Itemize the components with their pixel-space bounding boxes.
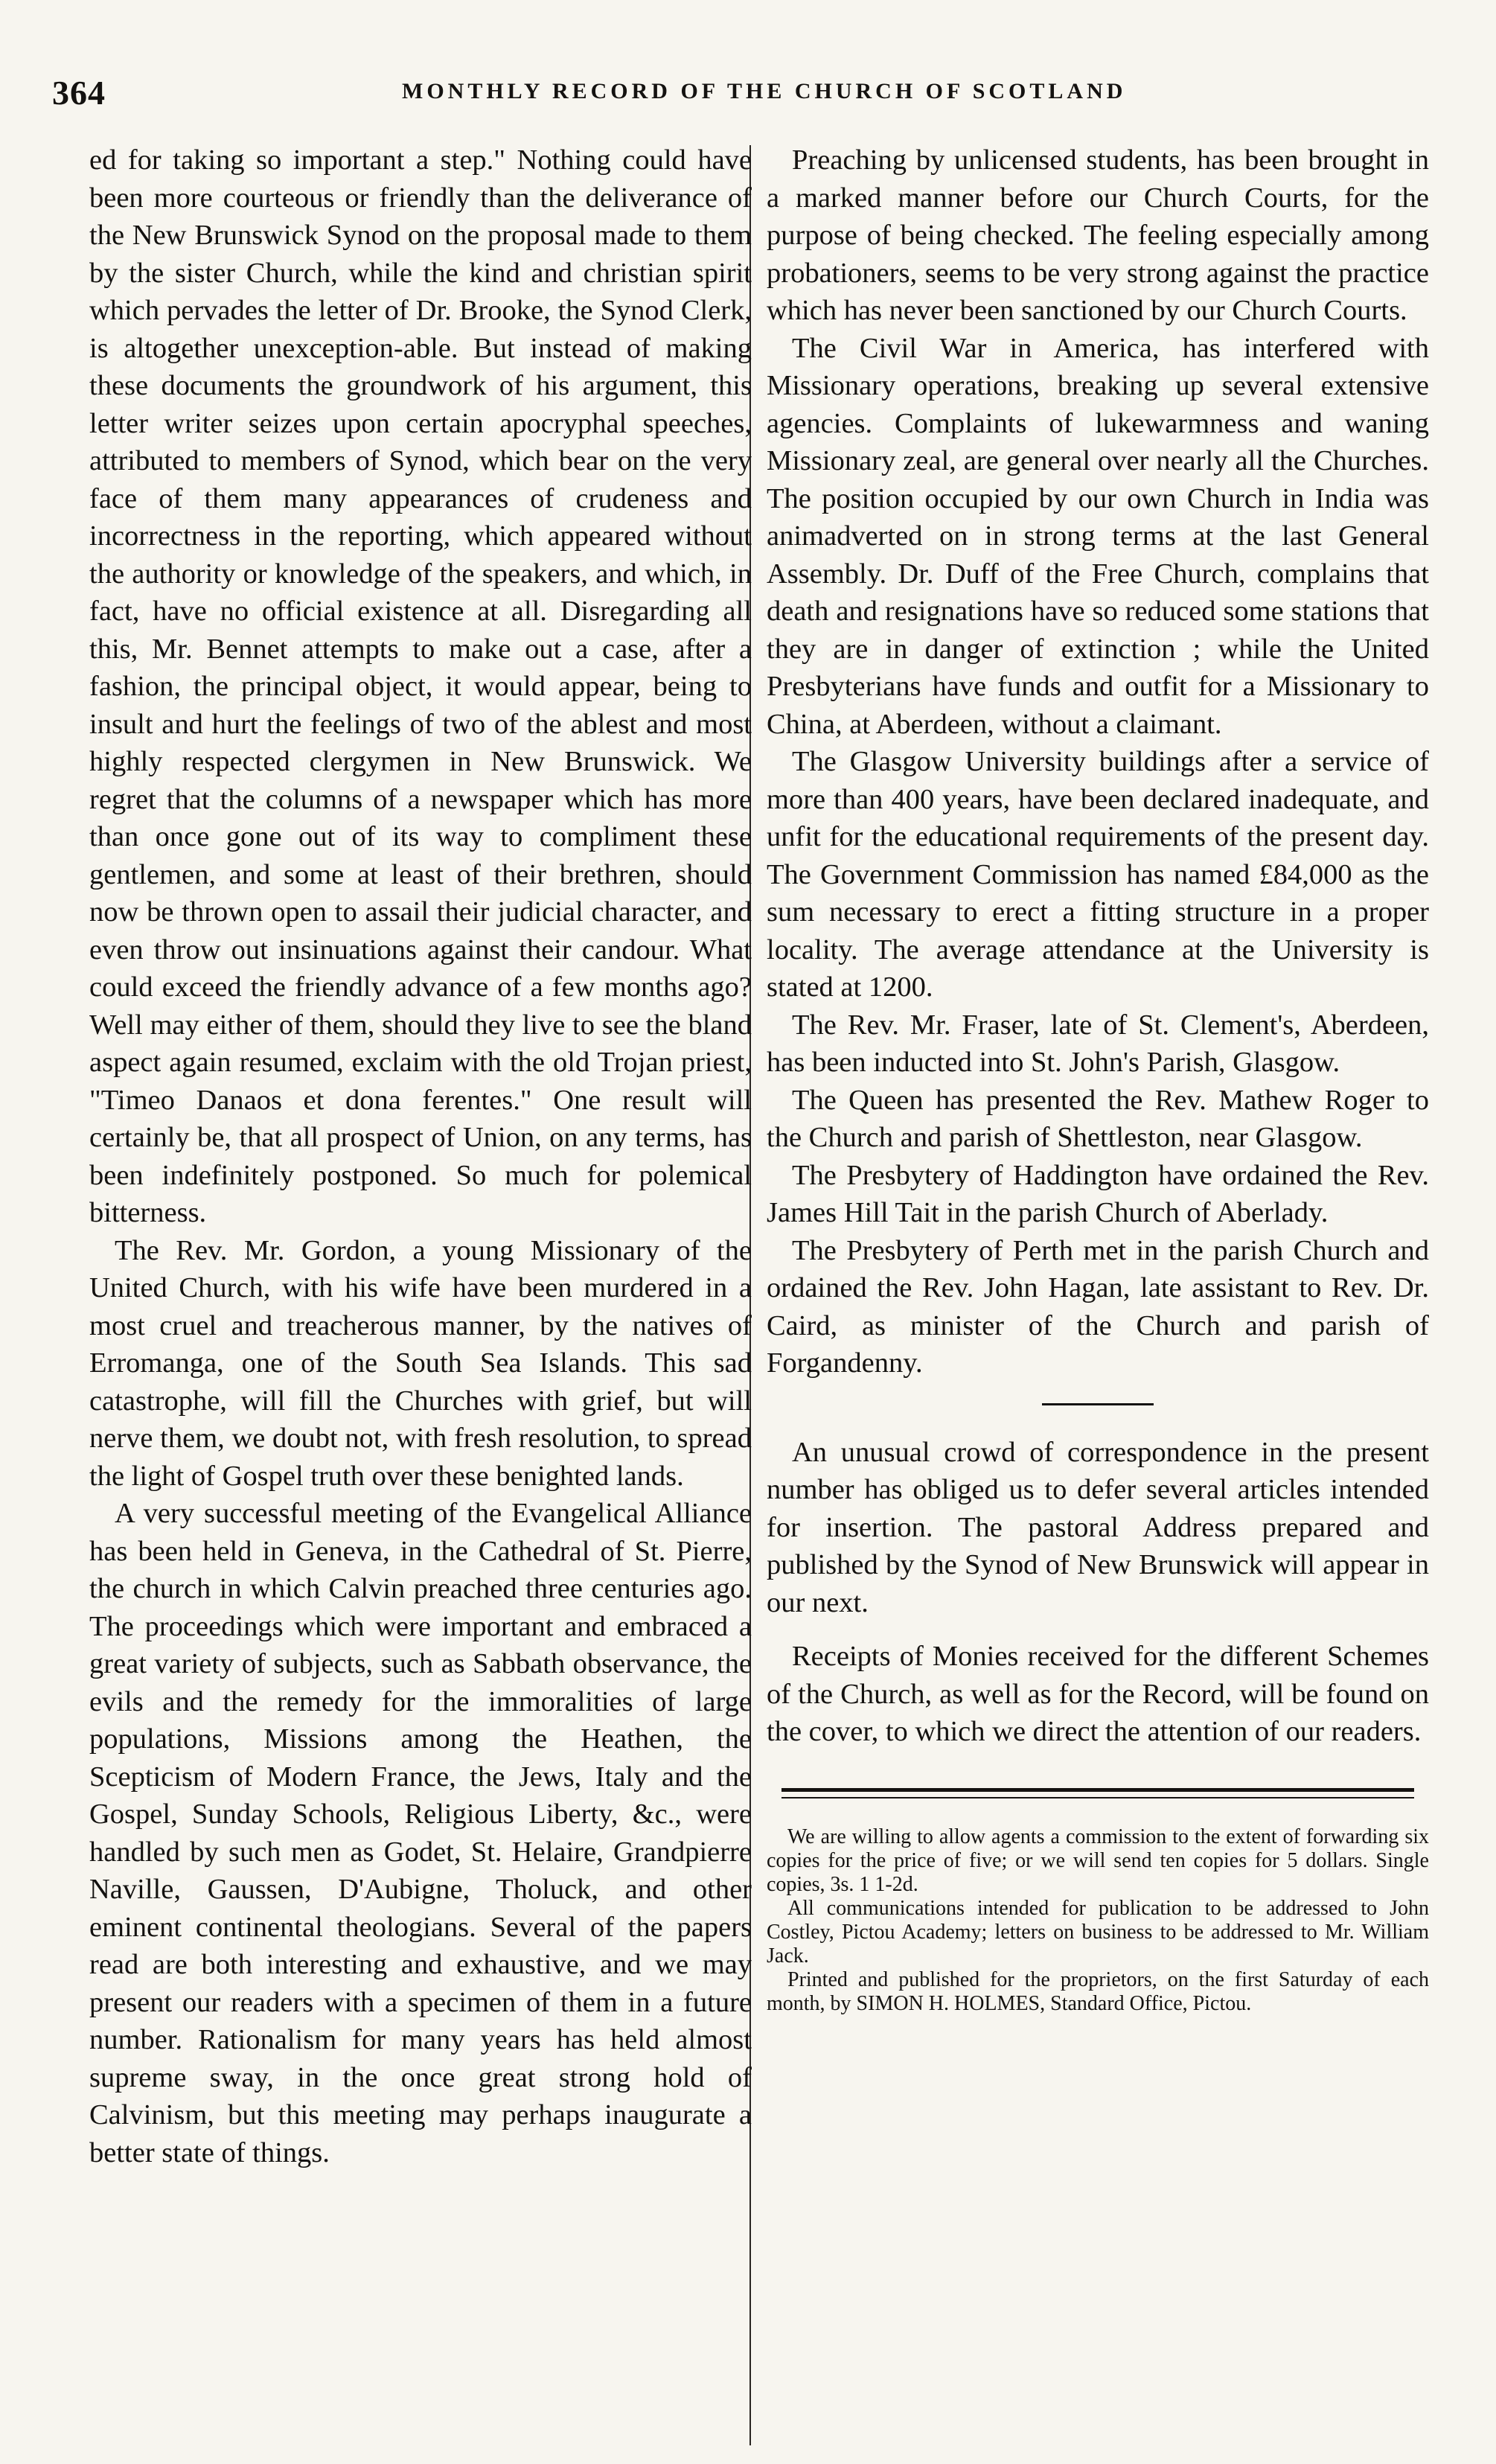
article-paragraph-evangelical-alliance: A very successful meeting of the Evangelical Alliance has been held in Geneva, in the Cathedral of St. Pierre, the church in which Calvin preached three centuries ago. The proceedings which were important and embraced a great variety of subjects, such as Sabbath observance, the evils and the remedy for the immoralities of large populations, Missions among the Heathen, the Scepticism of Modern France, the Jews, Italy and the Gospel, Sunday Schools, Religious Liberty, &c., were handled by such men as Godet, St. Helaire, Grandpierre Naville, Gaussen, D'Aubigne, Tholuck, and other eminent continental theologians. Several of the papers read are both interesting and exhaustive, and we may present our readers with a specimen of them in a future number. Rationalism for many years has held almost supreme sway, in the once great strong hold of Calvinism, but this meeting may perhaps inaugurate a better state of things.	[89, 1498, 752, 2168]
article-paragraph-unlicensed-preaching: Preaching by unlicensed students, has been brought in a marked manner before our Church Courts, for the purpose of being checked. The feeling especially among probationers, seems to be very strong against the practice which has never been sanctioned by our Church Courts.	[767, 144, 1429, 326]
article-paragraph-gordon-murder: The Rev. Mr. Gordon, a young Missionary of the United Church, with his wife have been murdered in a most cruel and treacherous manner, by the natives of Erromanga, one of the South Sea Islands. This sad catastrophe, will fill the Churches with grief, but will nerve them, we doubt not, with fresh resolution, to spread the light of Gospel truth over these benighted lands.	[89, 1234, 752, 1492]
double-rule-divider	[781, 1788, 1414, 1798]
left-column	[89, 141, 752, 2171]
terms-imprint: Printed and published for the proprietors, on the first Saturday of each month, by SIMON H. HOLMES, Standard Office, Pictou.	[767, 1967, 1429, 2015]
article-paragraph-roger-presentation: The Queen has presented the Rev. Mathew Roger to the Church and parish of Shettleston, near Glasgow.	[767, 1084, 1429, 1153]
article-paragraph-fraser-induction: The Rev. Mr. Fraser, late of St. Clement's, Aberdeen, has been inducted into St. John's Parish, Glasgow.	[767, 1009, 1429, 1078]
article-paragraph-glasgow-university: The Glasgow University buildings after a service of more than 400 years, have been declared inadequate, and unfit for the educational requirements of the present day. The Government Commission has named £84,000 as the sum necessary to erect a fitting structure in a proper locality. The average attendance at the University is stated at 1200.	[767, 746, 1429, 1003]
terms-communications: All communications intended for publication to be addressed to John Costley, Pictou Academy; letters on business to be addressed to Mr. William Jack.	[767, 1896, 1429, 1967]
article-paragraph-perth-ordination: The Presbytery of Perth met in the parish Church and ordained the Rev. John Hagan, late assistant to Rev. Dr. Caird, as minister of the Church and parish of Forgandenny.	[767, 1234, 1429, 1379]
editorial-notice-correspondence: An unusual crowd of correspondence in the present number has obliged us to defer several articles intended for insertion. The pastoral Address prepared and published by the Synod of New Brunswick will appear in our next.	[767, 1436, 1429, 1618]
editorial-notice-receipts: Receipts of Monies received for the different Schemes of the Church, as well as for the Record, will be found on the cover, to which we direct the attention of our readers.	[767, 1641, 1429, 1747]
right-column	[767, 141, 1429, 2016]
article-paragraph-civil-war-missions: The Civil War in America, has interfered with Missionary operations, breaking up several extensive agencies. Complaints of lukewarmness and waning Missionary zeal, are general over nearly all the Churches. The position occupied by our own Church in India was animadverted on in strong terms at the last General Assembly. Dr. Duff of the Free Church, complains that death and resignations have so reduced some stations that they are in danger of extinction ; while the United Presbyterians have funds and outfit for a Missionary to China, at Aberdeen, without a claimant.	[767, 332, 1429, 740]
section-divider	[1042, 1403, 1154, 1405]
article-paragraph-haddington-ordination: The Presbytery of Haddington have ordained the Rev. James Hill Tait in the parish Church of Aberlady.	[767, 1159, 1429, 1228]
running-title: MONTHLY RECORD OF THE CHURCH OF SCOTLAND	[402, 79, 1127, 103]
article-paragraph-union-controversy: ed for taking so important a step." Nothing could have been more courteous or friendly than the deliverance of the New Brunswick Synod on the proposal made to them by the sister Church, while the kind and christian spirit which pervades the letter of Dr. Brooke, the Synod Clerk, is altogether unexception-able. But instead of making these documents the groundwork of his argument, this letter writer seizes upon certain apocryphal speeches, attributed to members of Synod, which bear on the very face of them many appearances of crudeness and incorrectness in the reporting, which appeared without the authority or knowledge of the speakers, and which, in fact, have no official existence at all. Disregarding all this, Mr. Bennet attempts to make out a case, after a fashion, the principal object, it would appear, being to insult and hurt the feelings of two of the ablest and most highly respected clergymen in New Brunswick. We regret that the columns of a newspaper which has more than once gone out of its way to compliment these gentlemen, and some at least of their brethren, should now be thrown open to assail their judicial character, and even throw out insinuations against their candour. What could exceed the friendly advance of a few months ago? Well may either of them, should they live to see the bland aspect again resumed, exclaim with the old Trojan priest, "Timeo Danaos et dona ferentes." One result will certainly be, that all prospect of Union, on any terms, has been indefinitely postponed. So much for polemical bitterness.	[89, 144, 752, 1228]
terms-agents: We are willing to allow agents a commission to the extent of forwarding six copies for the price of five; or we will send ten copies for 5 dollars. Single copies, 3s. 1 1-2d.	[767, 1825, 1429, 1896]
page-number: 364	[52, 74, 106, 112]
page-header	[52, 73, 1448, 118]
